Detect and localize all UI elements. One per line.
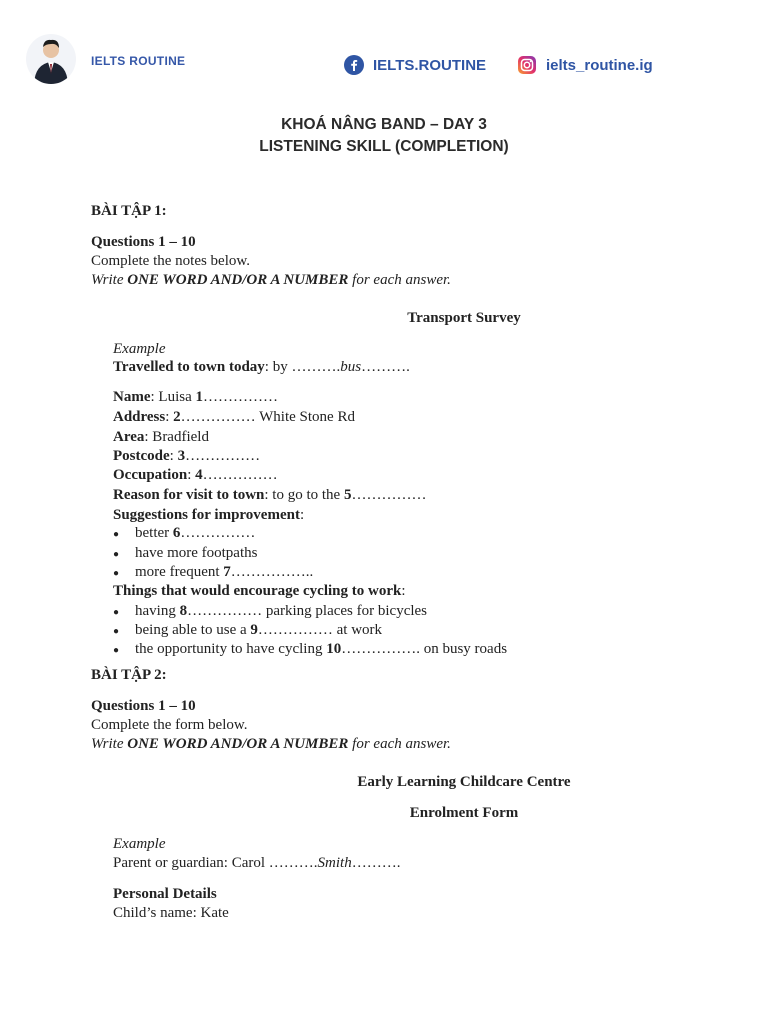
field-address: Address: 2…………… White Stone Rd	[113, 409, 355, 425]
field-child-name: Child’s name: Kate	[113, 905, 229, 921]
page-title: KHOÁ NÂNG BAND – DAY 3	[281, 116, 487, 133]
form-title: Enrolment Form	[409, 805, 519, 821]
field-occupation: Occupation: 4……………	[113, 467, 278, 483]
field-area: Area: Bradfield	[113, 429, 209, 445]
exercise-2-write-instruction: Write ONE WORD AND/OR A NUMBER for each answer.	[91, 736, 451, 752]
field-suggestions: Suggestions for improvement:	[113, 507, 305, 523]
exercise-1-write-instruction: Write ONE WORD AND/OR A NUMBER for each answer.	[91, 272, 451, 288]
exercise-1-instruction: Complete the notes below.	[91, 253, 250, 269]
field-cycling: Things that would encourage cycling to work:	[113, 583, 406, 599]
facebook-icon	[344, 55, 364, 75]
list-item: ● better 6……………	[135, 524, 255, 543]
exercise-2-questions: Questions 1 – 10	[91, 698, 196, 714]
field-reason: Reason for visit to town: to go to the 5……………	[113, 487, 427, 503]
list-item: ● having 8…………… parking places for bicycles	[135, 602, 427, 621]
brand-name: IELTS ROUTINE	[91, 54, 186, 68]
page-subtitle: LISTENING SKILL (COMPLETION)	[259, 138, 509, 155]
example-label: Example	[113, 341, 166, 357]
list-item: ● have more footpaths	[135, 544, 257, 563]
centre-title: Early Learning Childcare Centre	[357, 774, 571, 790]
facebook-handle: IELTS.ROUTINE	[373, 56, 487, 74]
exercise-2-heading: BÀI TẬP 2:	[91, 667, 167, 683]
instagram-icon	[517, 55, 537, 75]
field-name: Name: Luisa 1……………	[113, 389, 278, 405]
personal-details-heading: Personal Details	[113, 886, 217, 902]
exercise-2-instruction: Complete the form below.	[91, 717, 248, 733]
list-item: ● more frequent 7……………..	[135, 563, 313, 582]
exercise-1-questions: Questions 1 – 10	[91, 234, 196, 250]
exercise-1-heading: BÀI TẬP 1:	[91, 203, 167, 219]
list-item: ● the opportunity to have cycling 10……………. on busy roads	[135, 640, 507, 659]
section-title-transport-survey: Transport Survey	[407, 310, 521, 326]
instagram-handle: ielts_routine.ig	[546, 56, 653, 74]
example-label: Example	[113, 836, 166, 852]
facebook-link[interactable]	[344, 55, 486, 75]
field-postcode: Postcode: 3……………	[113, 448, 261, 464]
example-line: Parent or guardian: Carol ……….Smith……….	[113, 855, 401, 871]
example-line: Travelled to town today: by ……….bus……….	[113, 359, 410, 375]
instagram-link[interactable]	[517, 55, 653, 75]
avatar	[26, 34, 76, 84]
list-item: ● being able to use a 9…………… at work	[135, 621, 382, 640]
